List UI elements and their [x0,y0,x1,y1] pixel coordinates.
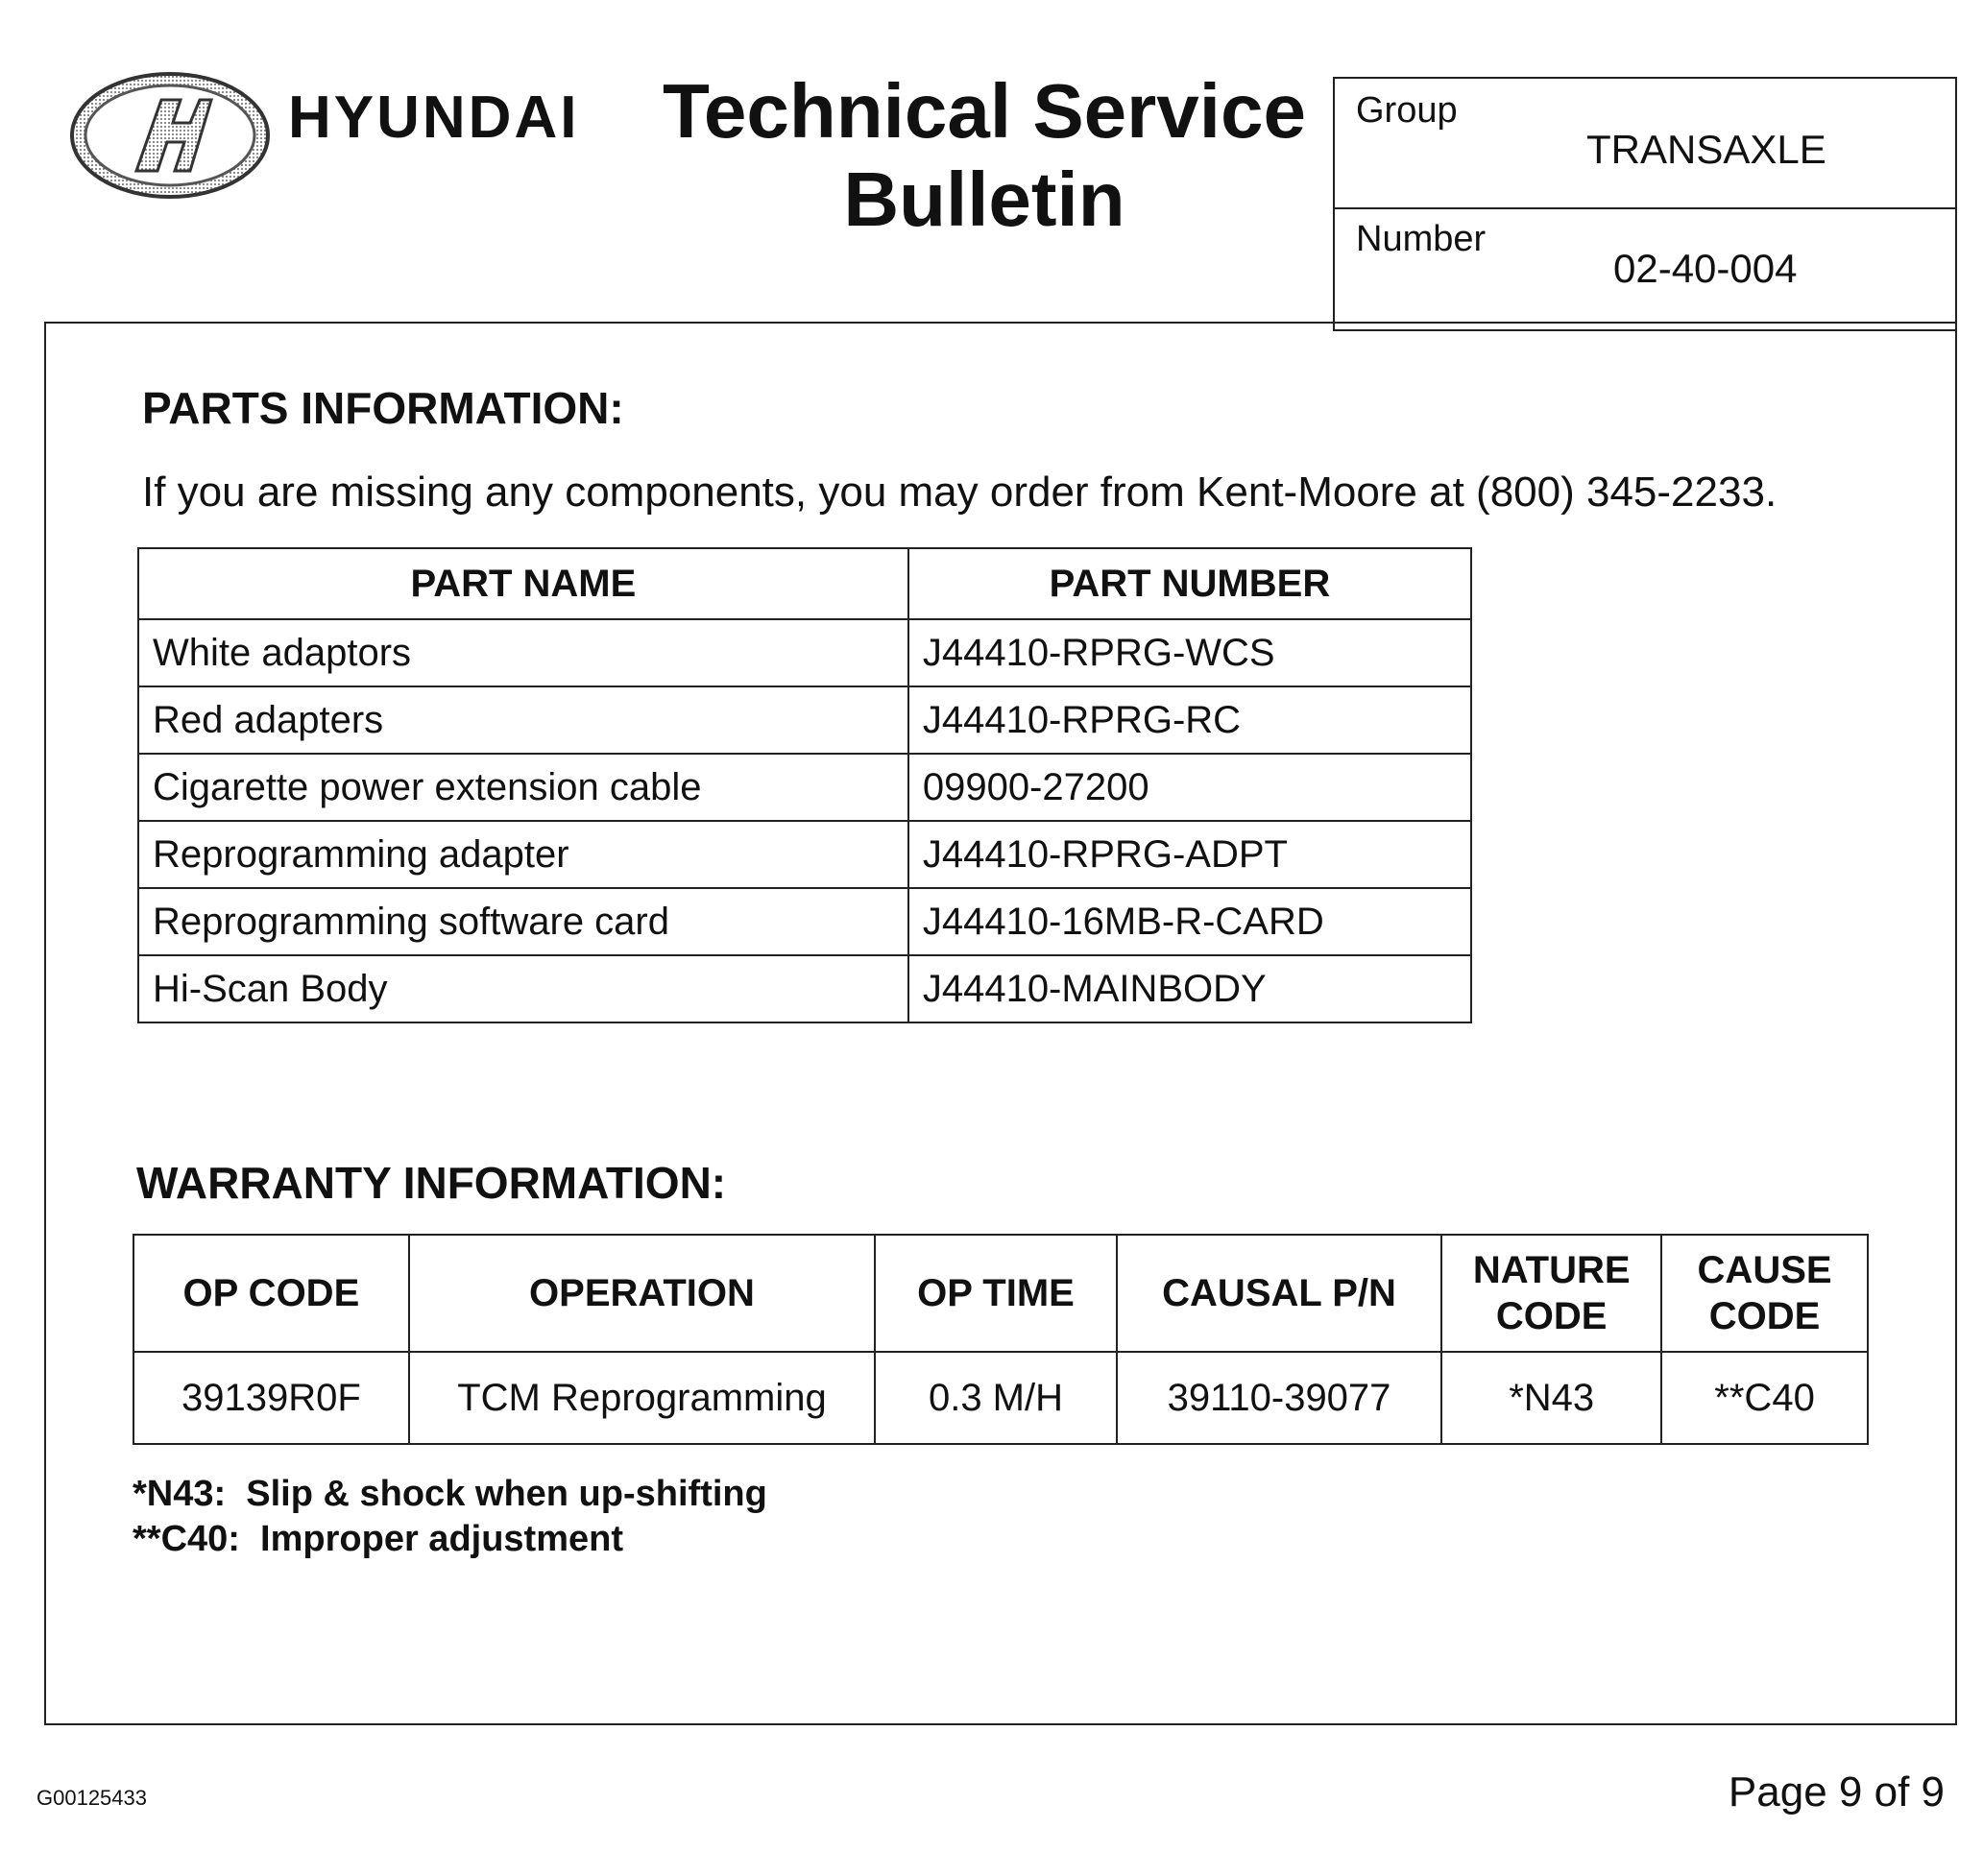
document-id: G00125433 [36,1786,147,1810]
col-causal-pn: CAUSAL P/N [1117,1235,1442,1352]
part-name-cell: Reprogramming adapter [138,821,908,888]
warranty-header-row [133,1235,1868,1352]
part-name-cell: Reprogramming software card [138,888,908,955]
col-part-number: PART NUMBER [908,548,1471,619]
brand-wordmark: HYUNDAI [288,84,580,151]
col-part-name: PART NAME [138,548,908,619]
table-row [138,754,1471,821]
page-number: Page 9 of 9 [1728,1768,1945,1816]
part-name-cell: Cigarette power extension cable [138,754,908,821]
group-label: Group [1356,90,1458,131]
table-row [138,821,1471,888]
group-row [1335,79,1955,209]
causal-pn-cell: 39110-39077 [1117,1352,1442,1444]
operation-cell: TCM Reprogramming [409,1352,875,1444]
bulletin-info-box [1333,77,1957,331]
parts-heading: PARTS INFORMATION: [142,383,624,433]
number-label: Number [1356,219,1487,259]
part-name-cell: Red adapters [138,686,908,754]
nature-code-cell: *N43 [1441,1352,1661,1444]
op-time-cell: 0.3 M/H [875,1352,1117,1444]
number-value: 02-40-004 [1613,246,1798,291]
col-operation: OPERATION [409,1235,875,1352]
table-row [138,619,1471,686]
table-row [138,888,1471,955]
part-number-cell: 09900-27200 [908,754,1471,821]
parts-header-row [138,548,1471,619]
part-number-cell: J44410-RPRG-WCS [908,619,1471,686]
parts-intro: If you are missing any components, you may order from Kent-Moore at (800) 345-2233. [142,469,1777,516]
col-op-code: OP CODE [133,1235,409,1352]
parts-table [137,547,1472,1023]
col-op-time: OP TIME [875,1235,1117,1352]
col-nature-code: NATURE CODE [1441,1235,1661,1352]
title-line-1: Technical Service [663,68,1306,154]
part-name-cell: White adaptors [138,619,908,686]
warranty-table [133,1234,1869,1445]
part-number-cell: J44410-RPRG-RC [908,686,1471,754]
cause-code-cell: **C40 [1661,1352,1868,1444]
group-value: TRANSAXLE [1586,127,1826,172]
hyundai-logo-icon [67,67,274,204]
number-row [1335,207,1955,333]
bulletin-title [653,67,1316,244]
part-number-cell: J44410-16MB-R-CARD [908,888,1471,955]
table-row [138,955,1471,1022]
nature-code-note: *N43: Slip & shock when up-shifting [133,1474,767,1514]
warranty-heading: WARRANTY INFORMATION: [136,1158,727,1208]
table-row [133,1352,1868,1444]
part-number-cell: J44410-MAINBODY [908,955,1471,1022]
title-line-2: Bulletin [843,156,1125,242]
table-row [138,686,1471,754]
cause-code-note: **C40: Improper adjustment [133,1519,623,1559]
part-number-cell: J44410-RPRG-ADPT [908,821,1471,888]
op-code-cell: 39139R0F [133,1352,409,1444]
col-cause-code: CAUSE CODE [1661,1235,1868,1352]
part-name-cell: Hi-Scan Body [138,955,908,1022]
